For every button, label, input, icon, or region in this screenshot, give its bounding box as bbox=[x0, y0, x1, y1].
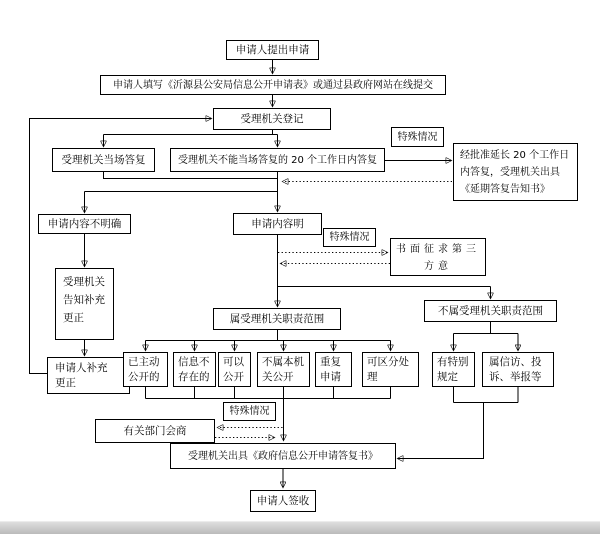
node-info-not-exist: 信息不存在的 bbox=[173, 352, 216, 387]
node-applicant-submit: 申请人提出申请 bbox=[226, 40, 319, 60]
node-authority-register: 受理机关登记 bbox=[213, 108, 331, 130]
node-applicant-supplement-correct: 申请人补充更正 bbox=[47, 357, 130, 394]
node-reply-within-20-days: 受理机关不能当场答复的 20 个工作日内答复 bbox=[170, 148, 385, 172]
node-onspot-reply: 受理机关当场答复 bbox=[52, 148, 155, 172]
node-special-provisions: 有特别规定 bbox=[432, 352, 475, 387]
node-fill-application-form: 申请人填写《沂源县公安局信息公开申请表》或通过县政府网站在线提交 bbox=[100, 75, 446, 95]
node-can-disclose: 可以公开 bbox=[218, 352, 251, 387]
node-already-disclosed: 已主动公开的 bbox=[123, 352, 168, 387]
node-outside-authority-scope: 不属受理机关职责范围 bbox=[424, 300, 557, 322]
window-bottom-edge bbox=[0, 521, 600, 534]
label-special-case-1: 特殊情况 bbox=[391, 127, 444, 147]
node-applicant-sign-receipt: 申请人签收 bbox=[250, 490, 316, 512]
node-separable-handling: 可区分处理 bbox=[362, 352, 419, 387]
node-within-authority-scope: 属受理机关职责范围 bbox=[213, 308, 341, 330]
node-issue-reply-document: 受理机关出具《政府信息公开申请答复书》 bbox=[170, 443, 396, 469]
node-extend-20-days-notice: 经批准延长 20 个工作日内答复，受理机关出具《延期答复告知书》 bbox=[453, 143, 578, 201]
node-petition-complaint-report: 属信访、投诉、举报等 bbox=[482, 352, 554, 387]
node-notify-supplement-correct: 受理机关告知补充更正 bbox=[55, 268, 114, 340]
node-repeated-application: 重复申请 bbox=[315, 352, 352, 387]
node-third-party-opinion: 书面征求第三方意 bbox=[390, 238, 486, 276]
label-special-case-3: 特殊情况 bbox=[223, 402, 276, 421]
node-not-this-authority: 不属本机关公开 bbox=[257, 352, 310, 387]
node-content-clear: 申请内容明 bbox=[233, 213, 322, 235]
node-content-unclear: 申请内容不明确 bbox=[38, 214, 131, 234]
label-special-case-2: 特殊情况 bbox=[323, 228, 376, 247]
node-department-consultation: 有关部门会商 bbox=[95, 419, 215, 443]
